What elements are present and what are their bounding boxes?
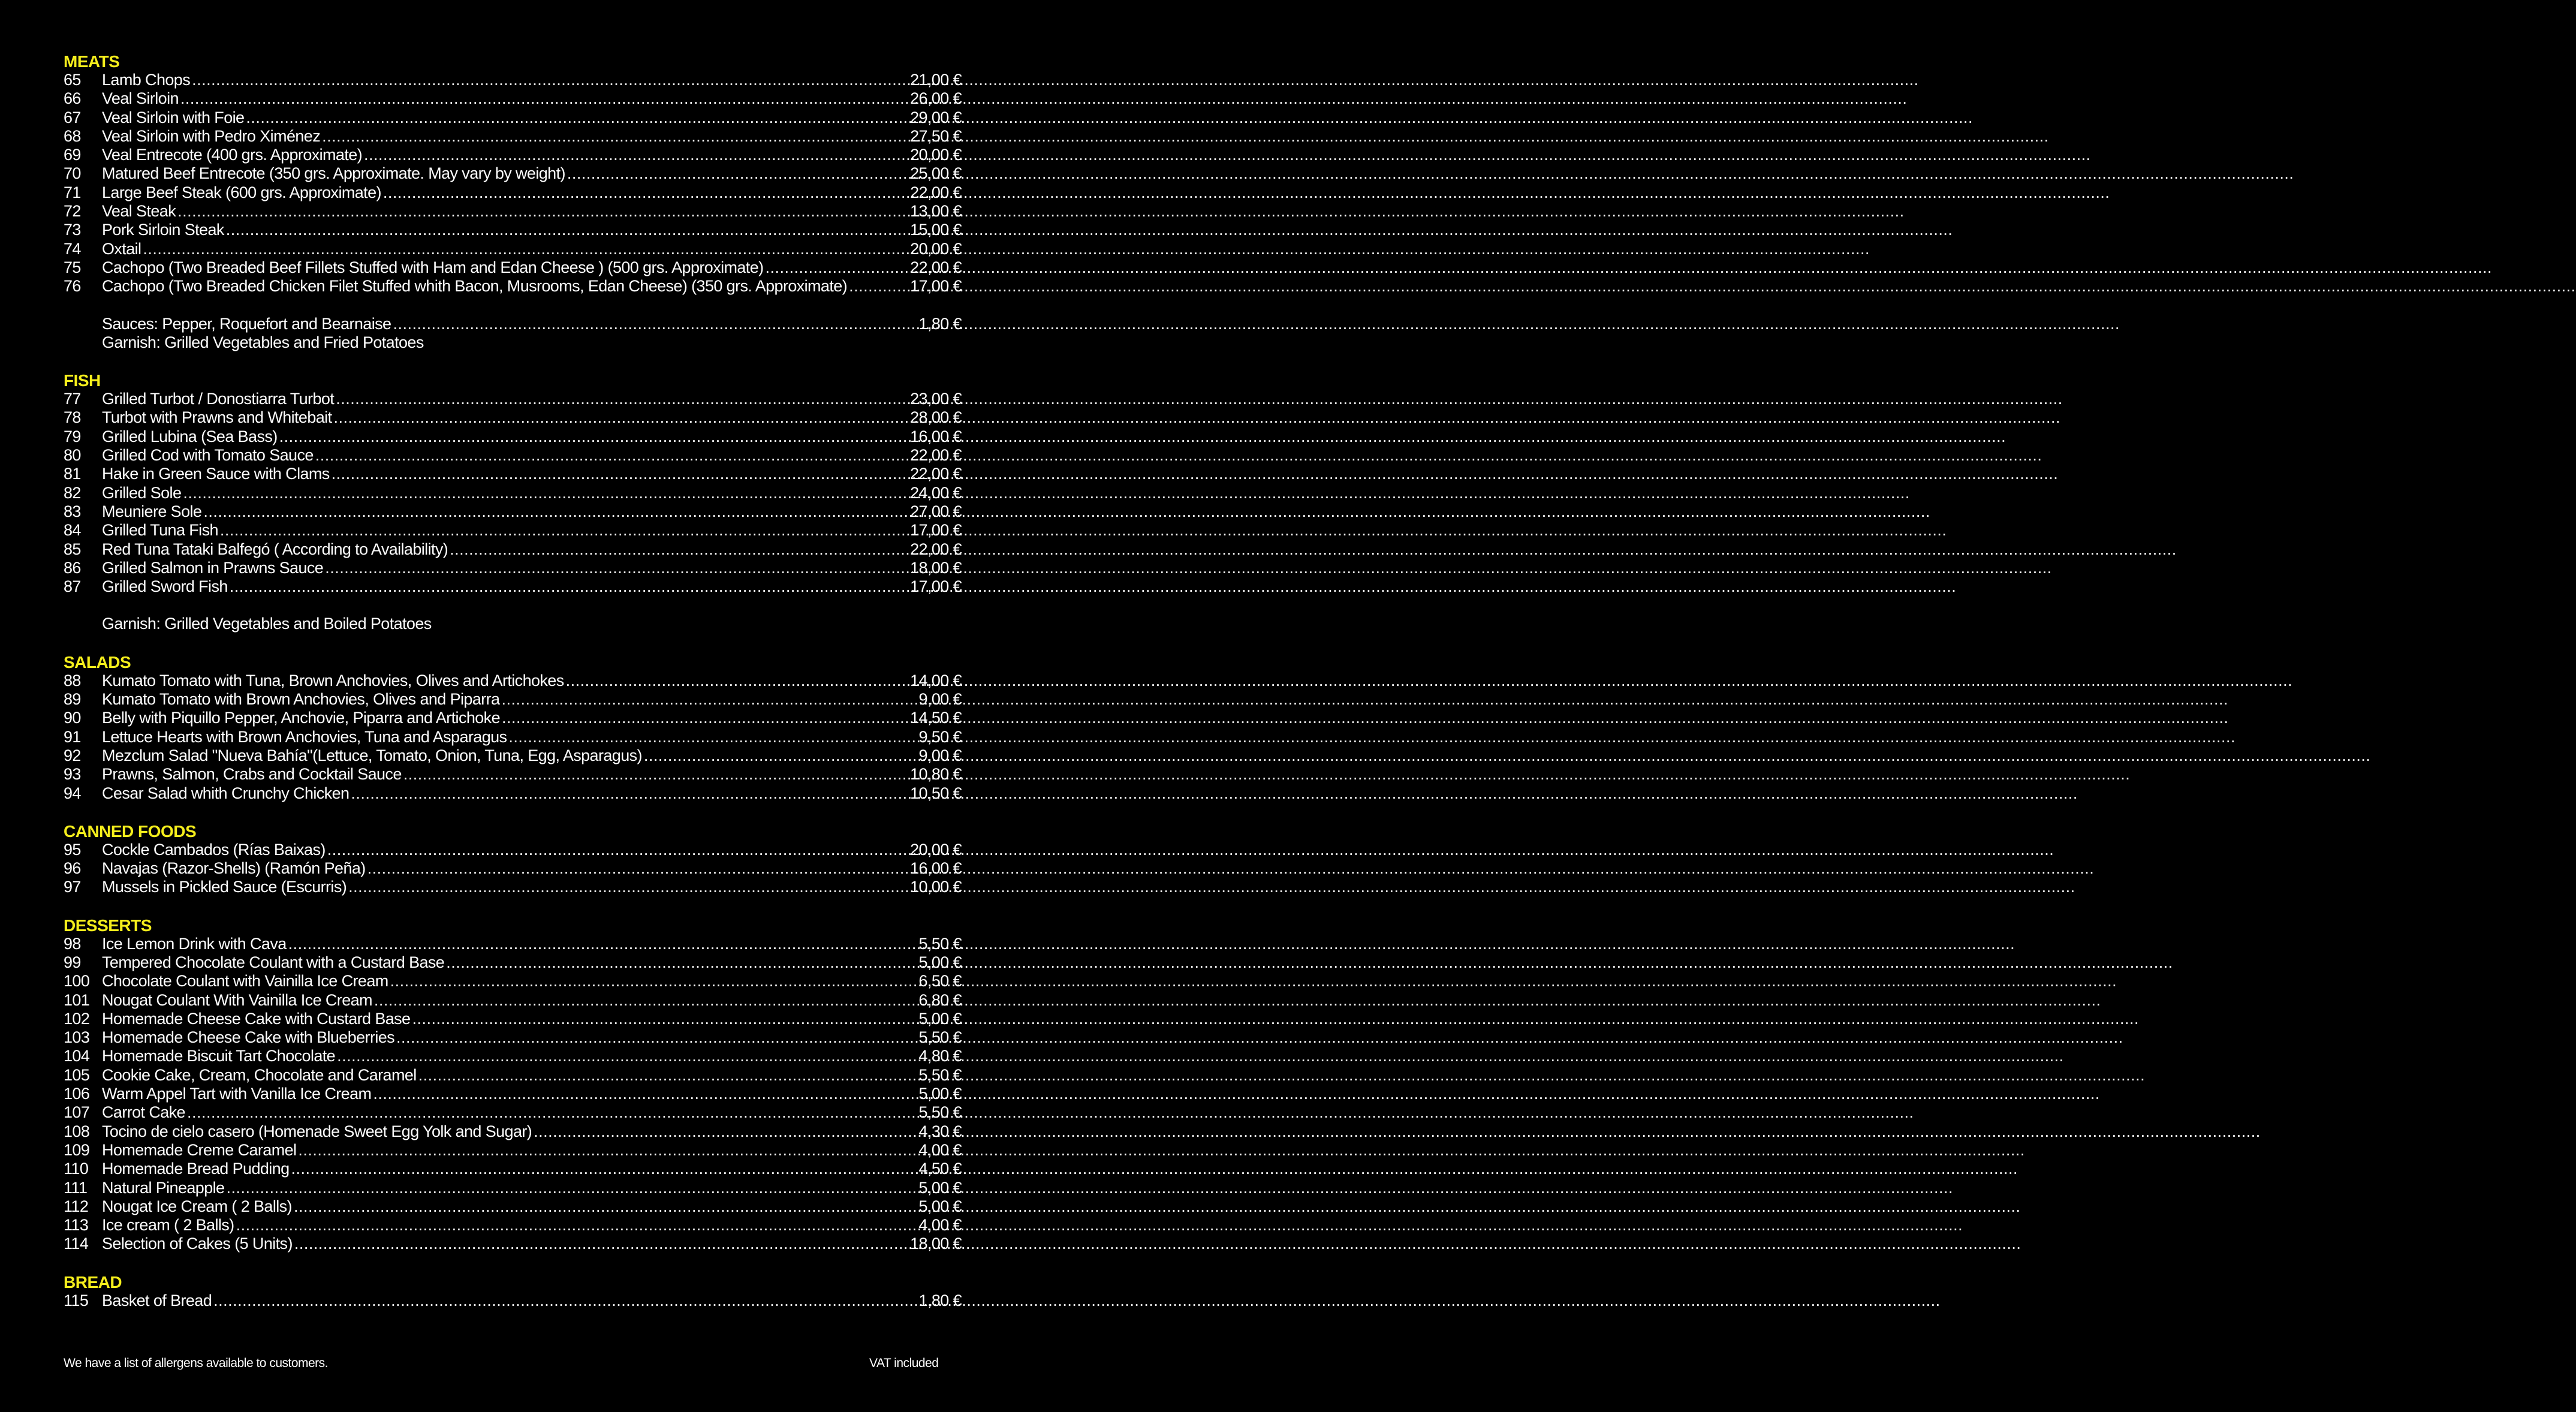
section-bread: [64, 1273, 962, 1310]
dot-leader: [393, 315, 917, 333]
section-title: DESSERTS: [64, 916, 152, 935]
item-price: 4,00 €: [918, 1140, 962, 1159]
item-number: 93: [64, 765, 81, 784]
item-name: Cockle Cambados (Rías Baixas): [102, 840, 326, 859]
menu-item: [64, 71, 962, 89]
dot-leader: [279, 427, 908, 446]
item-number: 68: [64, 127, 81, 145]
item-name: Veal Entrecote (400 grs. Approximate): [102, 146, 363, 164]
item-price: 17,00 €: [910, 521, 962, 540]
menu-item: [64, 1235, 962, 1253]
item-number: 103: [64, 1028, 90, 1047]
item-number: 85: [64, 540, 81, 558]
dot-leader: [183, 484, 908, 502]
item-price: 9,00 €: [918, 690, 962, 709]
item-price: 4,00 €: [918, 1216, 962, 1235]
item-number: 78: [64, 408, 81, 427]
dot-leader: [337, 1047, 917, 1065]
item-price: 29,00 €: [910, 108, 962, 127]
dot-leader: [333, 408, 908, 427]
vat-note: VAT included: [869, 1356, 939, 1370]
item-price: 14,00 €: [910, 671, 962, 690]
menu: [64, 52, 962, 1310]
item-price: 20,00 €: [910, 146, 962, 164]
item-number: 73: [64, 221, 81, 239]
item-number: 86: [64, 558, 81, 577]
item-price: 16,00 €: [910, 427, 962, 445]
dot-leader: [364, 146, 908, 164]
menu-item: [64, 258, 962, 277]
fish-items: [64, 390, 962, 596]
menu-item: [64, 690, 962, 709]
dot-leader: [508, 728, 917, 746]
allergens-note: We have a list of allergens available to customers.: [64, 1356, 329, 1370]
item-price: 25,00 €: [910, 164, 962, 183]
item-price: 20,00 €: [910, 239, 962, 258]
item-name: Homemade Creme Caramel: [102, 1140, 297, 1159]
item-price: 9,50 €: [918, 727, 962, 746]
item-price: 4,30 €: [918, 1122, 962, 1140]
item-price: 16,00 €: [910, 859, 962, 878]
item-name: Oxtail: [102, 239, 141, 258]
menu-item: [64, 446, 962, 465]
dot-leader: [288, 935, 917, 953]
menu-item: [64, 202, 962, 221]
section-title: CANNED FOODS: [64, 821, 197, 841]
item-name: Grilled Salmon in Prawns Sauce: [102, 558, 324, 577]
item-price: 10,00 €: [910, 878, 962, 896]
item-name: Turbot with Prawns and Whitebait: [102, 408, 332, 427]
fish-notes: [64, 615, 962, 633]
item-number: 79: [64, 427, 81, 445]
item-name: Homemade Cheese Cake with Custard Base: [102, 1009, 411, 1028]
item-name: Belly with Piquillo Pepper, Anchovie, Piparra and Artichoke: [102, 709, 501, 727]
item-number: 84: [64, 521, 81, 540]
item-price: 24,00 €: [910, 483, 962, 502]
item-price: 22,00 €: [910, 258, 962, 276]
item-number: 70: [64, 164, 81, 183]
dot-leader: [327, 841, 908, 859]
item-name: Homemade Cheese Cake with Blueberries: [102, 1028, 395, 1047]
item-price: 22,00 €: [910, 540, 962, 558]
item-name: Selection of Cakes (5 Units): [102, 1235, 293, 1253]
item-number: 111: [64, 1178, 88, 1197]
item-price: 5,00 €: [918, 1178, 962, 1197]
menu-item: [64, 1010, 962, 1028]
desserts-items: [64, 935, 962, 1254]
menu-item: [64, 728, 962, 746]
menu-item: [64, 127, 962, 146]
item-price: 5,50 €: [918, 1103, 962, 1122]
menu-item: [64, 540, 962, 559]
item-number: 74: [64, 239, 81, 258]
item-price: 21,00 €: [910, 71, 962, 89]
menu-item: [64, 408, 962, 427]
item-name: Kumato Tomato with Brown Anchovies, Olives and Piparra: [102, 690, 500, 709]
menu-item: [64, 1066, 962, 1085]
dot-leader: [298, 1141, 917, 1160]
sauces-item: [64, 315, 962, 333]
item-name: Veal Steak: [102, 202, 176, 221]
menu-item: [64, 1179, 962, 1197]
item-name: Tempered Chocolate Coulant with a Custard Base: [102, 953, 445, 971]
menu-item: [64, 1291, 962, 1310]
dot-leader: [143, 240, 908, 258]
item-number: 95: [64, 840, 81, 859]
item-name: Kumato Tomato with Tuna, Brown Anchovies, Olives and Artichokes: [102, 671, 564, 690]
menu-item: [64, 935, 962, 953]
menu-item: [64, 991, 962, 1010]
canned-items: [64, 841, 962, 897]
dot-leader: [203, 502, 908, 521]
menu-item: [64, 672, 962, 690]
dot-leader: [396, 1028, 917, 1047]
menu-item: [64, 484, 962, 502]
dot-leader: [351, 784, 908, 803]
item-price: 23,00 €: [910, 390, 962, 408]
dot-leader: [502, 709, 908, 727]
item-name: Red Tuna Tataki Balfegó ( According to Availability): [102, 540, 448, 558]
item-name: Cachopo (Two Breaded Beef Fillets Stuffed with Ham and Edan Cheese ) (500 grs. Approximate): [102, 258, 764, 276]
menu-item: [64, 277, 962, 296]
dot-leader: [766, 258, 909, 277]
dot-leader: [390, 972, 917, 990]
item-number: 105: [64, 1065, 90, 1084]
menu-item: [64, 859, 962, 878]
item-name: Cookie Cake, Cream, Chocolate and Caramel: [102, 1065, 417, 1084]
dot-leader: [192, 71, 908, 89]
item-price: 10,80 €: [910, 765, 962, 784]
item-number: 101: [64, 990, 90, 1009]
menu-item: [64, 1216, 962, 1235]
item-price: 6,50 €: [918, 972, 962, 990]
item-number: 97: [64, 878, 81, 896]
item-number: 104: [64, 1047, 90, 1065]
item-price: 5,00 €: [918, 1009, 962, 1028]
menu-item: [64, 465, 962, 483]
dot-leader: [566, 672, 908, 690]
item-name: Hake in Green Sauce with Clams: [102, 465, 330, 483]
item-name: Warm Appel Tart with Vanilla Ice Cream: [102, 1085, 372, 1103]
dot-leader: [849, 277, 908, 296]
section-title: FISH: [64, 371, 101, 390]
item-name: Cachopo (Two Breaded Chicken Filet Stuffed whith Bacon, Musrooms, Edan Cheese) (350 grs. Approximate): [102, 277, 848, 296]
menu-item: [64, 1103, 962, 1122]
salads-items: [64, 672, 962, 803]
menu-item: [64, 765, 962, 784]
item-number: 107: [64, 1103, 90, 1122]
item-price: 15,00 €: [910, 221, 962, 239]
item-name: Matured Beef Entrecote (350 grs. Approximate. May vary by weight): [102, 164, 565, 183]
menu-item: [64, 841, 962, 859]
item-name: Lamb Chops: [102, 71, 191, 89]
item-number: 77: [64, 390, 81, 408]
item-name: Lettuce Hearts with Brown Anchovies, Tuna and Asparagus: [102, 727, 507, 746]
item-name: Veal Sirloin with Foie: [102, 108, 245, 127]
item-number: 99: [64, 953, 81, 971]
section-title: MEATS: [64, 52, 120, 71]
item-price: 4,80 €: [918, 1047, 962, 1065]
item-number: 65: [64, 71, 81, 89]
item-price: 22,00 €: [910, 446, 962, 465]
dot-leader: [187, 1103, 917, 1122]
menu-item: [64, 709, 962, 727]
dot-leader: [501, 690, 917, 709]
dot-leader: [332, 465, 908, 483]
item-name: Natural Pineapple: [102, 1178, 225, 1197]
item-number: 112: [64, 1197, 89, 1215]
dot-leader: [325, 559, 908, 577]
meats-notes: [64, 315, 962, 353]
item-name: Ice Lemon Drink with Cava: [102, 934, 287, 953]
item-price: 27,50 €: [910, 127, 962, 145]
item-name: Pork Sirloin Steak: [102, 221, 224, 239]
menu-item: [64, 1141, 962, 1160]
dot-leader: [294, 1197, 917, 1216]
menu-item: [64, 1122, 962, 1141]
dot-leader: [348, 878, 908, 896]
item-name: Carrot Cake: [102, 1103, 185, 1122]
item-price: 4,50 €: [918, 1160, 962, 1178]
item-number: 80: [64, 446, 81, 465]
menu-item: [64, 164, 962, 183]
item-number: 110: [64, 1160, 89, 1178]
menu-item: [64, 146, 962, 164]
section-title: SALADS: [64, 652, 131, 672]
item-name: Mussels in Pickled Sauce (Escurris): [102, 878, 347, 896]
item-number: 115: [64, 1291, 89, 1309]
item-name: Cesar Salad whith Crunchy Chicken: [102, 784, 350, 802]
item-name: Tocino de cielo casero (Homenade Sweet Egg Yolk and Sugar): [102, 1122, 532, 1140]
item-name: Nougat Ice Cream ( 2 Balls): [102, 1197, 292, 1215]
menu-item: [64, 427, 962, 446]
dot-leader: [226, 221, 908, 239]
item-number: 76: [64, 277, 81, 296]
item-name: Grilled Lubina (Sea Bass): [102, 427, 278, 445]
item-number: 98: [64, 934, 81, 953]
item-name: Nougat Coulant With Vainilla Ice Cream: [102, 990, 372, 1009]
dot-leader: [403, 765, 908, 784]
item-name: Chocolate Coulant with Vainilla Ice Cream: [102, 972, 388, 990]
item-number: 113: [64, 1216, 89, 1235]
item-name: Navajas (Razor-Shells) (Ramón Peña): [102, 859, 366, 878]
item-price: 14,50 €: [910, 709, 962, 727]
dot-leader: [236, 1216, 917, 1235]
dot-leader: [246, 109, 908, 127]
item-price: 5,50 €: [918, 1065, 962, 1084]
item-name: Mezclum Salad "Nueva Bahía"(Lettuce, Tomato, Onion, Tuna, Egg, Asparagus): [102, 746, 642, 764]
item-price: 28,00 €: [910, 408, 962, 427]
item-price: 5,50 €: [918, 1028, 962, 1047]
menu-item: [64, 521, 962, 540]
item-price: 6,80 €: [918, 990, 962, 1009]
item-price: 9,00 €: [918, 746, 962, 764]
item-number: 109: [64, 1140, 90, 1159]
dot-leader: [230, 577, 908, 596]
item-number: 108: [64, 1122, 90, 1140]
item-price: 13,00 €: [910, 202, 962, 221]
section-desserts: [64, 916, 962, 1254]
menu-item: [64, 109, 962, 127]
item-number: 102: [64, 1009, 90, 1028]
item-price: 18,00 €: [910, 1235, 962, 1253]
item-name: Prawns, Salmon, Crabs and Cocktail Sauce: [102, 765, 402, 784]
item-price: 17,00 €: [910, 577, 962, 596]
item-price: 1,80 €: [918, 314, 962, 333]
dot-leader: [534, 1122, 917, 1141]
item-name: Veal Sirloin with Pedro Ximénez: [102, 127, 321, 145]
item-name: Sauces: Pepper, Roquefort and Bearnaise: [102, 314, 391, 333]
menu-item: [64, 878, 962, 896]
menu-item: [64, 784, 962, 803]
item-name: Homemade Biscuit Tart Chocolate: [102, 1047, 336, 1065]
item-price: 20,00 €: [910, 840, 962, 859]
item-number: 96: [64, 859, 81, 878]
item-number: 91: [64, 727, 81, 746]
section-canned-foods: [64, 822, 962, 897]
item-number: 89: [64, 690, 81, 709]
menu-item: [64, 953, 962, 972]
item-number: 83: [64, 502, 81, 520]
dot-leader: [177, 202, 908, 221]
garnish-note: Garnish: Grilled Vegetables and Boiled Potatoes: [102, 615, 432, 633]
item-name: Grilled Sword Fish: [102, 577, 228, 596]
menu-item: [64, 1028, 962, 1047]
dot-leader: [180, 89, 908, 108]
garnish-note: Garnish: Grilled Vegetables and Fried Potatoes: [102, 333, 424, 351]
section-fish: [64, 371, 962, 634]
item-number: 90: [64, 709, 81, 727]
item-price: 5,50 €: [918, 934, 962, 953]
menu-item: [64, 183, 962, 202]
menu-item: [64, 240, 962, 258]
menu-item: [64, 502, 962, 521]
menu-item: [64, 1085, 962, 1103]
dot-leader: [450, 540, 908, 559]
dot-leader: [315, 446, 908, 465]
item-number: 106: [64, 1085, 90, 1103]
item-price: 10,50 €: [910, 784, 962, 802]
section-salads: [64, 653, 962, 803]
dot-leader: [291, 1160, 917, 1178]
item-number: 66: [64, 89, 81, 108]
menu-item: [64, 577, 962, 596]
section-title: BREAD: [64, 1272, 122, 1291]
item-price: 5,00 €: [918, 1197, 962, 1215]
item-price: 22,00 €: [910, 465, 962, 483]
item-number: 67: [64, 108, 81, 127]
item-number: 82: [64, 483, 81, 502]
item-number: 94: [64, 784, 81, 802]
item-name: Grilled Sole: [102, 483, 182, 502]
item-name: Meuniere Sole: [102, 502, 202, 520]
dot-leader: [294, 1235, 908, 1253]
bread-items: [64, 1291, 962, 1310]
item-name: Ice cream ( 2 Balls): [102, 1216, 234, 1235]
section-meats: [64, 52, 962, 352]
item-number: 87: [64, 577, 81, 596]
item-number: 100: [64, 972, 90, 990]
menu-item: [64, 972, 962, 990]
menu-item: [64, 390, 962, 408]
item-number: 71: [64, 183, 81, 201]
item-number: 69: [64, 146, 81, 164]
item-price: 26,00 €: [910, 89, 962, 108]
menu-item: [64, 1047, 962, 1065]
item-number: 92: [64, 746, 81, 764]
item-price: 1,80 €: [918, 1291, 962, 1309]
dot-leader: [213, 1291, 917, 1310]
menu-item: [64, 89, 962, 108]
item-name: Grilled Cod with Tomato Sauce: [102, 446, 314, 465]
dot-leader: [446, 953, 917, 972]
dot-leader: [374, 991, 917, 1010]
item-name: Grilled Tuna Fish: [102, 521, 218, 540]
item-name: Large Beef Steak (600 grs. Approximate): [102, 183, 381, 201]
menu-item: [64, 1160, 962, 1178]
item-name: Homemade Bread Pudding: [102, 1160, 290, 1178]
item-number: 88: [64, 671, 81, 690]
item-price: 27,00 €: [910, 502, 962, 520]
dot-leader: [373, 1085, 917, 1103]
dot-leader: [383, 183, 908, 202]
dot-leader: [567, 164, 908, 183]
item-price: 17,00 €: [910, 277, 962, 296]
item-name: Basket of Bread: [102, 1291, 212, 1309]
item-number: 81: [64, 465, 81, 483]
menu-item: [64, 221, 962, 239]
dot-leader: [322, 127, 908, 146]
item-price: 5,00 €: [918, 953, 962, 971]
dot-leader: [220, 521, 908, 540]
menu-item: [64, 746, 962, 765]
dot-leader: [412, 1010, 917, 1028]
item-number: 114: [64, 1235, 89, 1253]
menu-item: [64, 1197, 962, 1216]
dot-leader: [367, 859, 908, 878]
item-name: Veal Sirloin: [102, 89, 179, 108]
item-price: 22,00 €: [910, 183, 962, 201]
item-number: 75: [64, 258, 81, 276]
dot-leader: [418, 1066, 917, 1085]
dot-leader: [336, 390, 908, 408]
dot-leader: [226, 1179, 917, 1197]
item-number: 72: [64, 202, 81, 221]
meats-items: [64, 71, 962, 296]
item-name: Grilled Turbot / Donostiarra Turbot: [102, 390, 335, 408]
item-price: 5,00 €: [918, 1085, 962, 1103]
item-price: 18,00 €: [910, 558, 962, 577]
menu-item: [64, 559, 962, 577]
dot-leader: [644, 746, 917, 765]
